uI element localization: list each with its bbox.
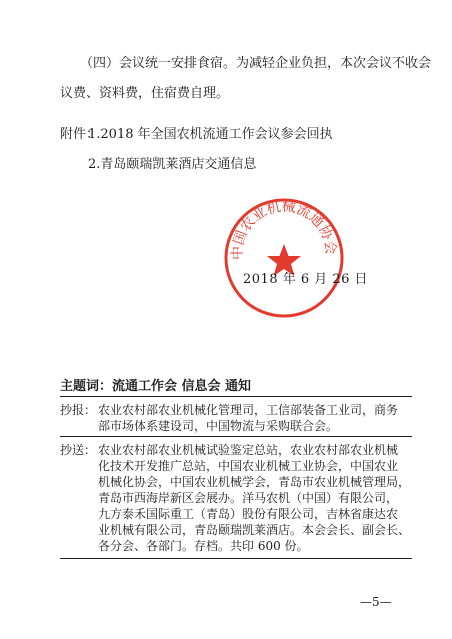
subject-rule [60,396,412,397]
body-paragraph-line-2: 议费、资料费，住宿费自理。 [60,86,230,101]
attachment-item-1: 1.2018 年全国农机流通工作会议参会回执 [88,127,333,142]
cs-line-5: 九方泰禾国际重工（青岛）股份有限公司，吉林省康达农 [98,507,399,521]
cs-line-7: 各分会、各部门。存档。共印 600 份。 [98,539,309,553]
subject-label: 主题词： [60,379,113,394]
seal-org-text: 中国农业机械流通协会 [229,198,339,260]
attachment-label: 附件： [60,127,100,142]
body-paragraph-line-1: （四）会议统一安排食宿。为减轻企业负担，本次会议不收会 [80,56,432,71]
cs-rule [60,558,412,559]
cs-line-4: 青岛市西海岸新区会展办。洋马农机（中国）有限公司， [98,491,399,505]
cc-line-1: 农业农村部农业机械化管理司，工信部装备工业司，商务 [98,403,399,417]
issue-date: 2018 年 6 月 26 日 [243,272,369,287]
attachment-item-2: 2.青岛颐瑞凯莱酒店交通信息 [88,157,257,172]
page-number: —5— [360,595,392,609]
cs-line-6: 业机械有限公司，青岛颐瑞凯莱酒店。本会会长、副会长、 [98,523,411,537]
cc-label: 抄报： [60,403,97,417]
cc-rule [60,436,412,437]
cs-line-1: 农业农村部农业机械试验鉴定总站，农业农村部农业机械 [98,443,399,457]
cs-label: 抄送： [60,443,97,457]
cs-line-2: 化技术开发推广总站，中国农业机械工业协会，中国农业 [98,459,399,473]
cs-line-3: 机械化协会，中国农业机械学会，青岛市农业机械管理局， [98,475,411,489]
cc-line-2: 部市场体系建设司，中国物流与采购联合会。 [98,419,339,433]
subject-terms: 流通工作会 信息会 通知 [112,379,252,394]
official-seal [222,196,346,320]
